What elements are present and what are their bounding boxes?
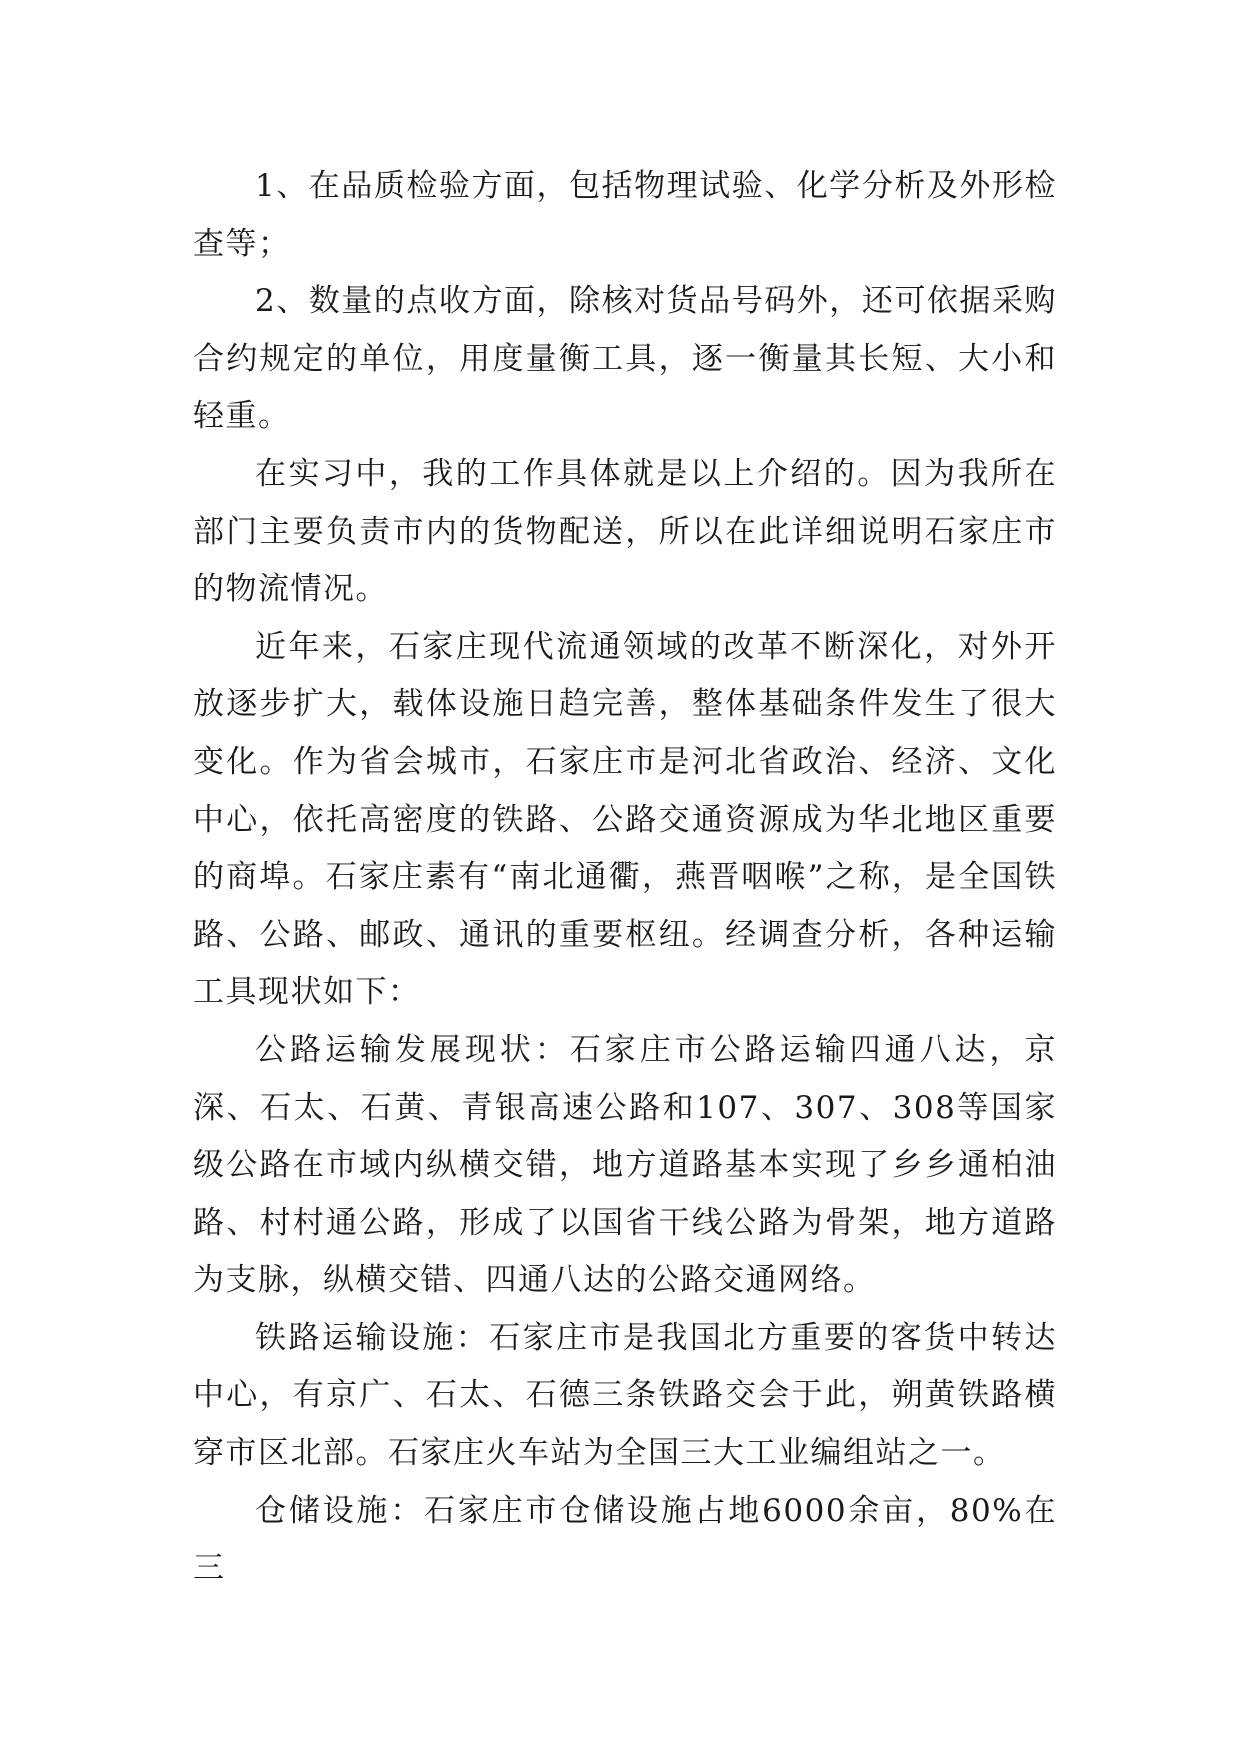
paragraph-road-transport: 公路运输发展现状：石家庄市公路运输四通八达，京深、石太、石黄、青银高速公路和107、307、308等国家级公路在市域内纵横交错，地方道路基本实现了乡乡通柏油路、村村通公路，形成了以国省干线公路为骨架，地方道路为支脉，纵横交错、四通八达的公路交通网络。 xyxy=(193,1031,1057,1299)
paragraph-quality-inspection: 1、在品质检验方面，包括物理试验、化学分析及外形检查等； xyxy=(193,168,1057,262)
paragraph-quantity-check: 2、数量的点收方面，除核对货品号码外，还可依据采购合约规定的单位，用度量衡工具，逐一衡量其长短、大小和轻重。 xyxy=(193,283,1057,435)
document-body xyxy=(193,158,1057,1598)
paragraph-logistics-overview: 近年来，石家庄现代流通领域的改革不断深化，对外开放逐步扩大，载体设施日趋完善，整体基础条件发生了很大变化。作为省会城市，石家庄市是河北省政治、经济、文化中心，依托高密度的铁路、公路交通资源成为华北地区重要的商埠。石家庄素有“南北通衢，燕晋咽喉”之称，是全国铁路、公路、邮政、通讯的重要枢纽。经调查分析，各种运输工具现状如下： xyxy=(193,628,1057,1011)
paragraph-storage-facilities: 仓储设施：石家庄市仓储设施占地6000余亩，80%在三 xyxy=(193,1492,1057,1587)
paragraph-internship-work: 在实习中，我的工作具体就是以上介绍的。因为我所在部门主要负责市内的货物配送，所以在此详细说明石家庄市的物流情况。 xyxy=(193,455,1057,608)
paragraph-rail-transport: 铁路运输设施：石家庄市是我国北方重要的客货中转达中心，有京广、石太、石德三条铁路交会于此，朔黄铁路横穿市区北部。石家庄火车站为全国三大工业编组站之一。 xyxy=(193,1319,1057,1472)
